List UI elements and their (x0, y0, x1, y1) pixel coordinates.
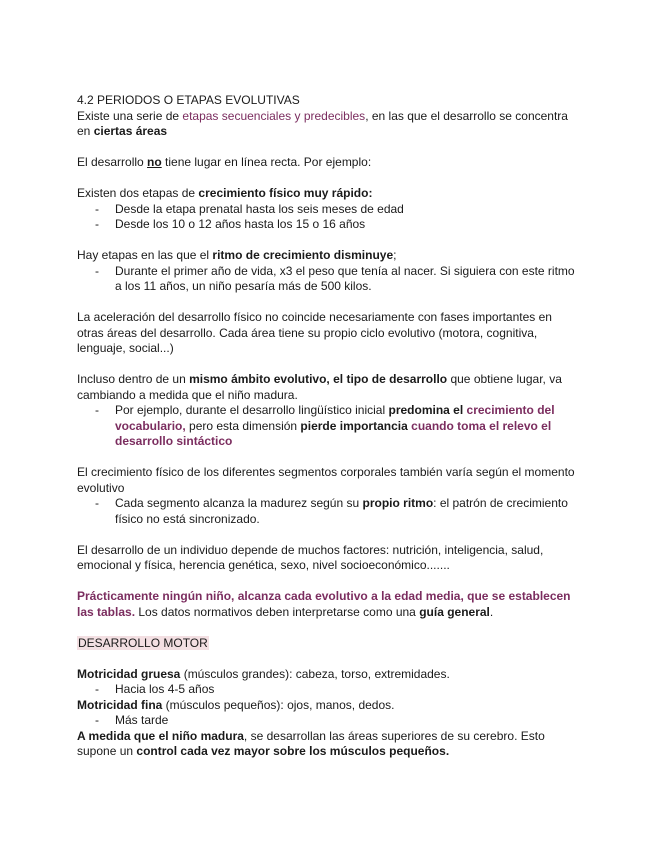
madura-paragraph: A medida que el niño madura, se desarrollan las áreas superiores de su cerebro. Esto supone un control cada vez mayor sobre los músculos pequeños. (77, 728, 545, 758)
gruesa-list (77, 682, 579, 698)
document-page (77, 93, 579, 760)
linea-paragraph: El desarrollo no tiene lugar en línea recta. Por ejemplo: (77, 155, 372, 169)
rapido-list (77, 202, 579, 233)
aceleracion-paragraph: La aceleración del desarrollo físico no coincide necesariamente con fases importantes en otras áreas del desarrollo. Cada área tiene su propio ciclo evolutivo (motora, cognitiva, lenguaje, social...) (77, 310, 552, 355)
fina-paragraph: Motricidad fina (músculos pequeños): ojos, manos, dedos. (77, 697, 395, 712)
rapido-paragraph: Existen dos etapas de crecimiento físico muy rápido: (77, 186, 373, 200)
list-item: - Más tarde (77, 713, 579, 729)
list-item: - Desde los 10 o 12 años hasta los 15 o 16 años (77, 217, 579, 233)
segmentos-paragraph: El crecimiento físico de los diferentes segmentos corporales también varía según el momento evolutivo (77, 465, 575, 495)
section-heading: 4.2 PERIODOS O ETAPAS EVOLUTIVAS (77, 93, 300, 107)
fina-list (77, 713, 579, 729)
gruesa-paragraph: Motricidad gruesa (músculos grandes): cabeza, torso, extremidades. (77, 666, 450, 681)
segmentos-list (77, 496, 579, 527)
list-item: - Por ejemplo, durante el desarrollo lingüístico inicial predomina el crecimiento del vocabulario, pero esta dimensión pierde importancia cuando toma el relevo el desarrollo sintáctico (77, 403, 579, 450)
intro-paragraph: Existe una serie de etapas secuenciales y predecibles, en las que el desarrollo se concentra en ciertas áreas (77, 108, 568, 138)
list-item: - Cada segmento alcanza la madurez según su propio ritmo: el patrón de crecimiento físico no está sincronizado. (77, 496, 579, 527)
highlight-etapas: etapas secuenciales y predecibles (182, 108, 366, 123)
ritmo-paragraph: Hay etapas en las que el ritmo de crecimiento disminuye; (77, 248, 397, 262)
ambito-list (77, 403, 579, 450)
ritmo-list (77, 264, 579, 295)
list-item: - Desde la etapa prenatal hasta los seis meses de edad (77, 202, 579, 218)
tablas-paragraph: Prácticamente ningún niño, alcanza cada evolutivo a la edad media, que se establecen las tablas. Los datos normativos deben interpretarse como una guía general. (77, 589, 571, 619)
list-item: - Durante el primer año de vida, x3 el peso que tenía al nacer. Si siguiera con este ritmo a los 11 años, un niño pesaría más de 500 kilos. (77, 264, 579, 295)
ambito-paragraph: Incluso dentro de un mismo ámbito evolutivo, el tipo de desarrollo que obtiene lugar, va cambiando a medida que el niño madura. (77, 372, 562, 402)
list-item: - Hacia los 4-5 años (77, 682, 579, 698)
factores-paragraph: El desarrollo de un individuo depende de muchos factores: nutrición, inteligencia, salud, emocional y física, herencia genética, sexo, nivel socioeconómico....... (77, 542, 544, 572)
motor-heading: DESARROLLO MOTOR (78, 635, 208, 650)
